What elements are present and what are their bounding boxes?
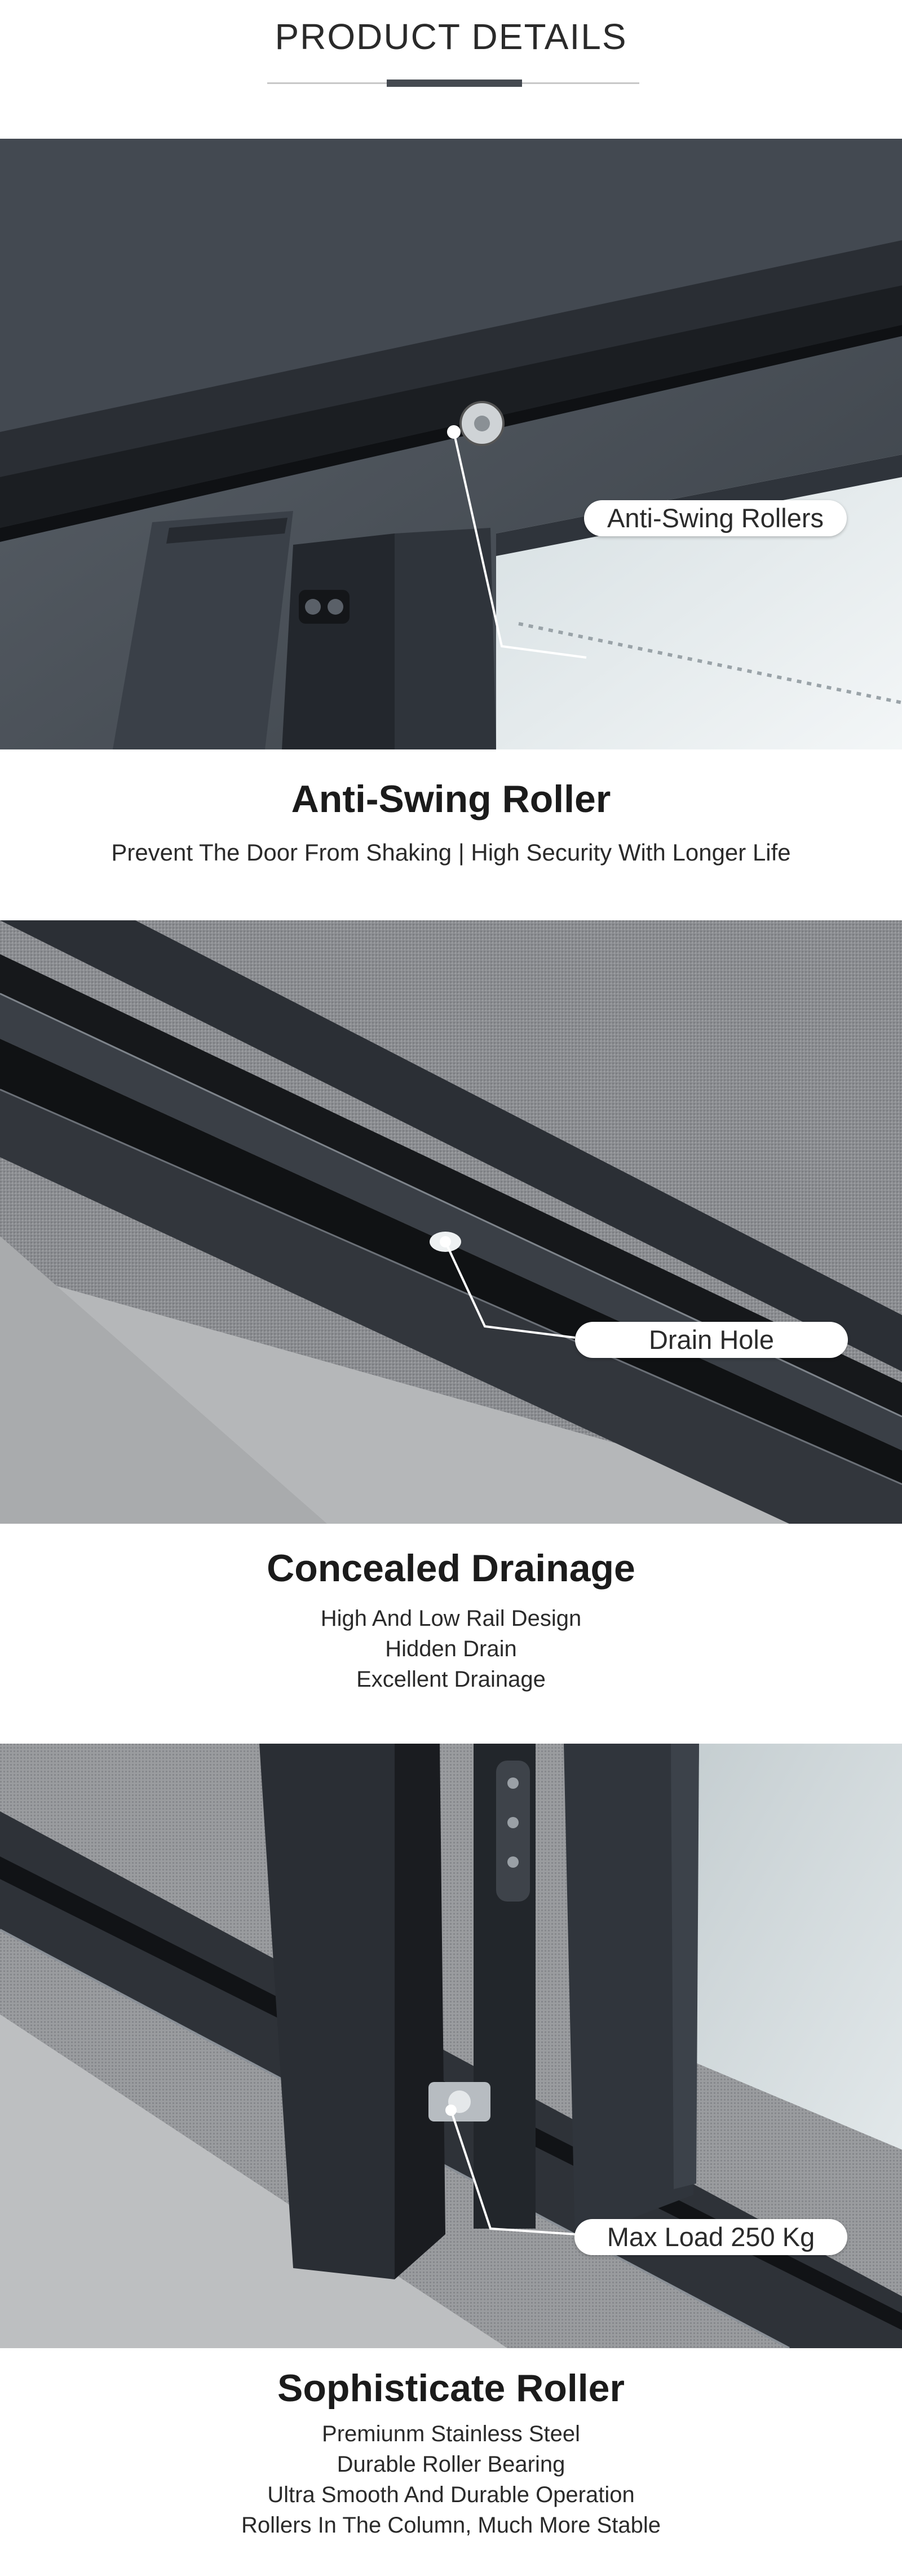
anti-swing-rollers-callout: Anti-Swing Rollers <box>584 500 847 536</box>
section-line: Premiunm Stainless Steel <box>322 2421 580 2446</box>
section-title-anti-swing-roller: Anti-Swing Roller <box>291 778 611 821</box>
section-title-sophisticate-roller: Sophisticate Roller <box>277 2367 625 2410</box>
concealed-drainage-photo <box>0 920 902 1524</box>
max-load-callout: Max Load 250 Kg <box>574 2219 847 2255</box>
section-line: High And Low Rail Design <box>320 1606 582 1631</box>
section-line: Excellent Drainage <box>356 1667 546 1692</box>
section-title-concealed-drainage: Concealed Drainage <box>267 1547 635 1590</box>
page-title: PRODUCT DETAILS <box>275 16 627 57</box>
sophisticate-roller-photo <box>0 1744 902 2348</box>
drain-hole-callout: Drain Hole <box>575 1322 848 1358</box>
anti-swing-roller-photo <box>0 139 902 749</box>
section-line: Ultra Smooth And Durable Operation <box>267 2482 635 2507</box>
section-line: Hidden Drain <box>385 1637 517 1661</box>
section-line: Rollers In The Column, Much More Stable <box>241 2513 661 2538</box>
section-subtitle-anti-swing-roller: Prevent The Door From Shaking | High Security With Longer Life <box>111 839 791 866</box>
title-divider-accent <box>387 80 522 87</box>
section-line: Durable Roller Bearing <box>337 2452 565 2477</box>
